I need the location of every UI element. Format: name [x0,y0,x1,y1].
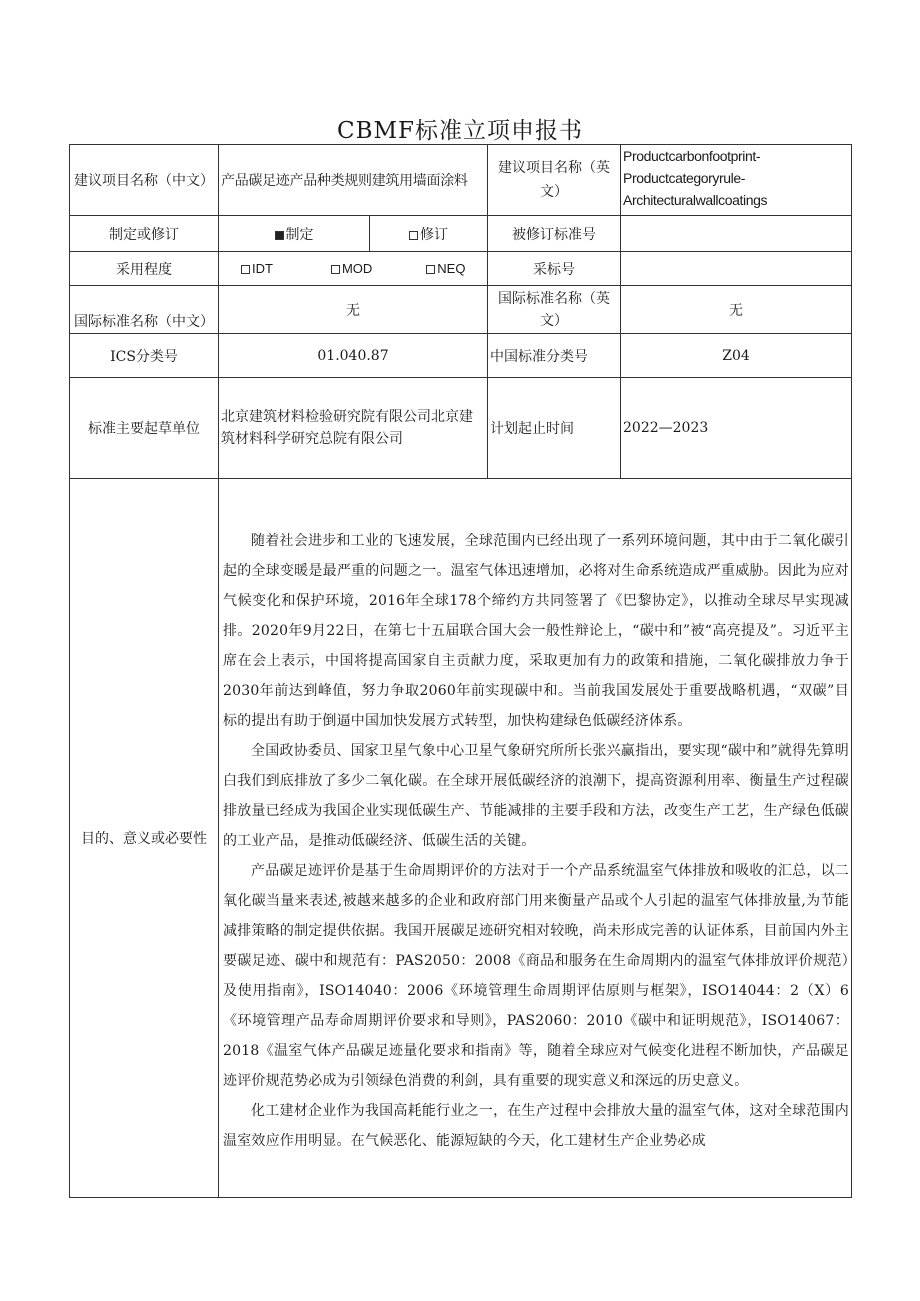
drafter-value: 北京建筑材料检验研究院有限公司北京建筑材料科学研究总院有限公司 [219,378,488,479]
option-mod-label: MOD [341,260,373,276]
option-neq-label: NEQ [437,260,466,276]
purpose-body [219,479,852,1198]
name-en-line: Architecturalwallcoatings [623,192,768,208]
adopt-no-label: 采标号 [488,252,621,286]
drafter-label: 标准主要起草单位 [70,378,219,479]
row-revise [70,216,852,252]
name-en-line: Productcarbonfootprint- [623,148,761,164]
name-cn-value: 产品碳足迹产品种类规则建筑用墙面涂料 [219,145,488,216]
ics-label: ICS分类号 [70,334,219,378]
application-form-table [69,144,852,1198]
option-enact[interactable] [219,216,370,252]
row-project-name [70,145,852,216]
name-en-value [621,145,852,216]
page-title: CBMF标准立项申报书 [336,118,583,144]
checkbox-unchecked[interactable] [241,265,250,274]
name-cn-label: 建议项目名称（中文） [70,145,219,216]
adopt-no-value [621,252,852,286]
period-value: 2022—2023 [621,378,852,479]
ics-value: 01.040.87 [219,334,488,378]
purpose-paragraph: 随着社会进步和工业的飞速发展，全球范围内已经出现了一系列环境问题，其中由于二氧化碳引起的全球变暖是最严重的问题之一。温室气体迅速增加，必将对生命系统造成严重威胁。因此为应对气候变化和保护环境，2016年全球178个缔约方共同签署了《巴黎协定》，以推动全球尽早实现减排。2020年9月22日，在第七十五届联合国大会一般性辩论上，“碳中和”被“高亮提及”。习近平主席在会上表示，中国将提高国家自主贡献力度，采取更加有力的政策和措施，二氧化碳排放力争于2030年前达到峰值，努力争取2060年前实现碳中和。当前我国发展处于重要战略机遇，“双碳”目标的提出有助于倒逼中国加快发展方式转型，加快构建绿色低碳经济体系。 [223,533,850,729]
checkbox-unchecked[interactable] [409,231,418,240]
option-idt-label: IDT [252,260,273,276]
row-drafter [70,378,852,479]
revised-std-value [621,216,852,252]
purpose-paragraph: 化工建材企业作为我国高耗能行业之一，在生产过程中会排放大量的温室气体，这对全球范围内温室效应作用明显。在气候恶化、能源短缺的今天，化工建材生产企业势必成 [223,1103,850,1149]
intl-en-label: 国际标准名称（英文） [488,286,621,334]
option-revise[interactable] [370,216,488,252]
checkbox-checked[interactable] [275,231,284,240]
option-enact-label: 制定 [285,226,314,243]
adopt-label: 采用程度 [70,252,219,286]
period-label: 计划起止时间 [488,378,621,479]
revised-std-label: 被修订标准号 [488,216,621,252]
option-idt[interactable] [241,261,273,276]
purpose-paragraph: 全国政协委员、国家卫星气象中心卫星气象研究所所长张兴赢指出，要实现“碳中和”就得先算明白我们到底排放了多少二氧化碳。在全球开展低碳经济的浪潮下，提高资源利用率、衡量生产过程碳排放量已经成为我国企业实现低碳生产、节能减排的主要手段和方法，改变生产工艺，生产绿色低碳的工业产品，是推动低碳经济、低碳生活的关键。 [223,743,850,849]
purpose-label: 目的、意义或必要性 [70,479,219,1198]
purpose-paragraph: 产品碳足迹评价是基于生命周期评价的方法对于一个产品系统温室气体排放和吸收的汇总，以二氧化碳当量来表述,被越来越多的企业和政府部门用来衡量产品或个人引起的温室气体排放量,为节能减排策略的制定提供依据。我国开展碳足迹研究相对较晚，尚未形成完善的认证体系，目前国内外主要碳足迹、碳中和规范有：PAS2050：2008《商品和服务在生命周期内的温室气体排放评价规范）及使用指南》，ISO14040：2006《环境管理生命周期评估原则与框架》，ISO14044：2（X）6《环境管理产品寿命周期评价要求和导则》，PAS2060：2010《碳中和证明规范》，ISO14067：2018《温室气体产品碳足迹量化要求和指南》等，随着全球应对气候变化进程不断加快，产品碳足迹评价规范势必成为引领绿色消费的利剑，具有重要的现实意义和深远的历史意义。 [223,863,850,1089]
revise-label: 制定或修订 [70,216,219,252]
intl-en-value: 无 [621,286,852,334]
adopt-options [219,252,488,286]
row-intl-name [70,286,852,334]
row-classification [70,334,852,378]
name-en-line: Productcategoryrule- [623,170,745,186]
option-neq[interactable] [426,261,465,276]
intl-cn-label: 国际标准名称（中文） [70,286,219,334]
option-mod[interactable] [331,261,372,276]
ccs-label: 中国标准分类号 [488,334,621,378]
checkbox-unchecked[interactable] [426,265,435,274]
option-revise-label: 修订 [420,226,448,243]
checkbox-unchecked[interactable] [331,265,340,274]
row-purpose [70,479,852,1198]
row-adoption [70,252,852,286]
name-en-label: 建议项目名称（英文） [488,145,621,216]
intl-cn-value: 无 [219,286,488,334]
ccs-value: Z04 [621,334,852,378]
